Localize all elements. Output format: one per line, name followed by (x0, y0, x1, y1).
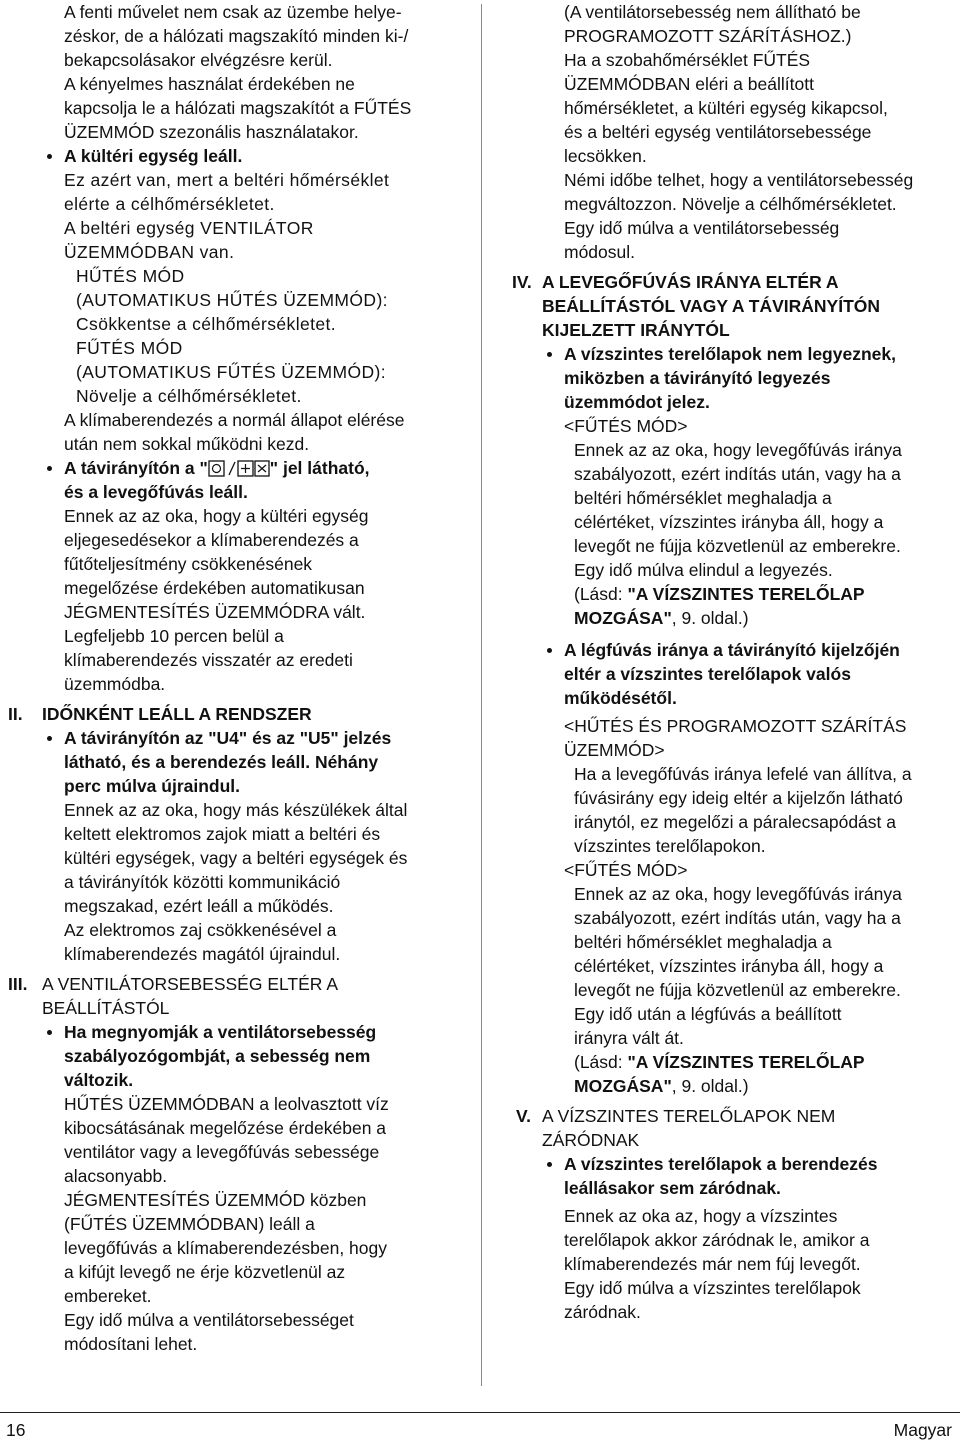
text-line: Legfeljebb 10 percen belül a (64, 626, 284, 646)
text-line: Ennek az az oka, hogy levegőfúvás iránya (574, 884, 902, 904)
reference-line (574, 1050, 952, 1074)
text-line: alacsonyabb. (64, 1166, 168, 1186)
text-line: hőmérsékletet, a kültéri egység kikapcsol, (564, 98, 888, 118)
text-line: kibocsátásának megelőzése érdekében a (64, 1118, 387, 1138)
bullet-text: " jel látható, (269, 458, 370, 478)
bullet-heading-cont: szabályozógombját, a sebesség nem (64, 1046, 371, 1066)
bullet-heading-cont: miközben a távirányító legyezés (564, 368, 831, 388)
text-line: megszakad, ezért leáll a működés. (64, 896, 334, 916)
text-line: klímaberendezés már nem fúj levegőt. (564, 1254, 861, 1274)
bullet-text: A távirányítón a " (64, 458, 208, 478)
bullet-heading-cont: leállásakor sem záródnak. (564, 1178, 781, 1198)
ref-title: "A VÍZSZINTES TERELŐLAP (627, 1052, 865, 1072)
text-line: beltéri hőmérséklet meghaladja a (574, 932, 832, 952)
section-heading: IDŐNKÉNT LEÁLL A RENDSZER (42, 704, 312, 724)
section-ii (8, 702, 466, 726)
text-line: levegőt ne fújja közvetlenül az emberekre. (574, 980, 901, 1000)
intro-paragraph (64, 0, 466, 144)
text-line: a távirányítók közötti kommunikáció (64, 872, 341, 892)
bullet-heading: A távirányítón az "U4" és az "U5" jelzés (64, 726, 466, 750)
bullet-heading: A vízszintes terelőlapok nem legyeznek, (564, 342, 952, 366)
text-line: ÜZEMMÓD szezonális használatakor. (64, 122, 359, 142)
ref-text: , 9. oldal.) (671, 1076, 749, 1096)
mode-explanation (564, 438, 952, 630)
section-iv-body (512, 342, 952, 1098)
text-line: módosítani lehet. (64, 1334, 198, 1354)
bullet-heading: A vízszintes terelőlapok a berendezés (564, 1152, 952, 1176)
reference-line (574, 1074, 952, 1098)
section-v (512, 1104, 952, 1152)
ref-title: MOZGÁSA" (574, 608, 672, 628)
section-heading: KIJELZETT IRÁNYTÓL (542, 320, 730, 340)
text-line: Némi időbe telhet, hogy a ventilátorsebesség (564, 170, 914, 190)
defrost-fan-symbol-icon (208, 460, 270, 477)
text-line: (AUTOMATIKUS HŰTÉS ÜZEMMÓD): (76, 290, 388, 310)
section-heading: A LEVEGŐFÚVÁS IRÁNYA ELTÉR A (542, 272, 839, 292)
text-line: klímaberendezés visszatér az eredeti (64, 650, 353, 670)
text-line: megelőzése érdekében automatikusan (64, 578, 365, 598)
reference-line (574, 606, 952, 630)
text-line: A klímaberendezés a normál állapot elérése (64, 410, 405, 430)
text-line: megváltozzon. Növelje a célhőmérsékletet. (564, 194, 897, 214)
section-number: IV. (512, 272, 532, 292)
text-line: célértéket, vízszintes irányba áll, hogy a (574, 512, 884, 532)
text-line: keltett elektromos zajok miatt a beltéri és (64, 824, 381, 844)
text-line: szabályozott, ezért indítás után, vagy ha a (574, 908, 901, 928)
text-line: Ennek az oka az, hogy a vízszintes (564, 1206, 838, 1226)
mode-label: <FŰTÉS MÓD> (564, 860, 688, 880)
text-line: A beltéri egység VENTILÁTOR (64, 218, 314, 238)
text-line: Egy idő múlva elindul a legyezés. (574, 560, 833, 580)
ref-text: (Lásd: (574, 584, 628, 604)
text-line: levegőt ne fújja közvetlenül az emberekre. (574, 536, 901, 556)
mode-explanation (564, 762, 952, 858)
text-line: Ennek az az oka, hogy levegőfúvás iránya (574, 440, 902, 460)
section-heading: A VENTILÁTORSEBESSÉG ELTÉR A (42, 974, 338, 994)
text-line: JÉGMENTESÍTÉS ÜZEMMÓD közben (64, 1190, 367, 1210)
text-line: eljegesedésekor a klímaberendezés a (64, 530, 359, 550)
fan-speed-paragraph (512, 0, 952, 264)
section-heading: A VÍZSZINTES TERELŐLAPOK NEM (542, 1106, 836, 1126)
text-line: bekapcsolásakor elvégzésre kerül. (64, 50, 333, 70)
text-line: után nem sokkal működni kezd. (64, 434, 310, 454)
left-column (8, 0, 466, 1356)
text-line: elérte a célhőmérsékletet. (64, 194, 275, 214)
reference-line (574, 582, 952, 606)
bullet-heading (64, 456, 466, 480)
ref-text: , 9. oldal.) (671, 608, 749, 628)
text-line: záródnak. (564, 1302, 641, 1322)
text-line: zéskor, de a hálózati magszakító minden ki-/ (64, 26, 409, 46)
bullet-heading-cont: üzemmódot jelez. (564, 392, 710, 412)
column-divider (481, 4, 482, 1386)
text-line: levegőfúvás a klímaberendezésben, hogy (64, 1238, 387, 1258)
text-line: (AUTOMATIKUS FŰTÉS ÜZEMMÓD): (76, 362, 386, 382)
right-column (512, 0, 952, 1324)
text-line: Ha a szobahőmérséklet FŰTÉS (564, 50, 811, 70)
section-iv (512, 270, 952, 342)
text-line: lecsökken. (564, 146, 647, 166)
section-heading: ZÁRÓDNAK (542, 1130, 640, 1150)
mode-explanation (564, 882, 952, 1098)
mode-label: <HŰTÉS ÉS PROGRAMOZOTT SZÁRÍTÁS (564, 716, 907, 736)
footer-rule (0, 1412, 960, 1413)
footer-language: Magyar (893, 1420, 952, 1440)
bullet-heading: Ha megnyomják a ventilátorsebesség (64, 1020, 466, 1044)
text-line: Egy idő múlva a ventilátorsebességet (64, 1310, 354, 1330)
bullet-heading-cont: és a levegőfúvás leáll. (64, 482, 248, 502)
text-line: ÜZEMMÓDBAN eléri a beállított (564, 74, 814, 94)
text-line: A fenti művelet nem csak az üzembe helye- (64, 2, 402, 22)
text-line: Egy idő múlva a vízszintes terelőlapok (564, 1278, 861, 1298)
text-line: FŰTÉS MÓD (76, 338, 183, 358)
text-line: fúvásirány egy ideig eltér a kijelzőn látható (574, 788, 903, 808)
text-line: iránytól, ez megelőzi a páralecsapódást a (574, 812, 896, 832)
ref-title: MOZGÁSA" (574, 1076, 672, 1096)
bullet-heading-cont: működésétől. (564, 688, 677, 708)
text-line: JÉGMENTESÍTÉS ÜZEMMÓDRA vált. (64, 602, 366, 622)
mode-hints (64, 264, 466, 408)
text-line: vízszintes terelőlapokon. (574, 836, 766, 856)
text-line: kültéri egységek, vagy a beltéri egységek és (64, 848, 408, 868)
text-line: üzemmódba. (64, 674, 166, 694)
text-line: HŰTÉS MÓD (76, 266, 185, 286)
section-number: V. (516, 1106, 531, 1126)
mode-label: ÜZEMMÓD> (564, 740, 665, 760)
text-line: célértéket, vízszintes irányba áll, hogy a (574, 956, 884, 976)
text-line: Az elektromos zaj csökkenésével a (64, 920, 337, 940)
text-line: Ennek az az oka, hogy más készülékek által (64, 800, 408, 820)
bullet-heading: A légfúvás iránya a távirányító kijelzőjén (564, 638, 952, 662)
section-number: II. (8, 704, 23, 724)
text-line: Csökkentse a célhőmérsékletet. (76, 314, 337, 334)
text-line: ventilátor vagy a levegőfúvás sebessége (64, 1142, 380, 1162)
text-line: Egy idő múlva a ventilátorsebesség (564, 218, 840, 238)
text-line: Növelje a célhőmérsékletet. (76, 386, 302, 406)
text-line: fűtőteljesítmény csökkenésének (64, 554, 313, 574)
text-line: Egy idő után a légfúvás a beállított (574, 1004, 842, 1024)
text-line: és a beltéri egység ventilátorsebessége (564, 122, 872, 142)
text-line: (A ventilátorsebesség nem állítható be (564, 2, 861, 22)
bullet-heading-cont: változik. (64, 1070, 134, 1090)
text-line: módosul. (564, 242, 636, 262)
bullet-heading-cont: perc múlva újraindul. (64, 776, 241, 796)
text-line: kapcsolja le a hálózati magszakítót a FŰTÉS (64, 98, 412, 118)
text-line: (FŰTÉS ÜZEMMÓDBAN) leáll a (64, 1214, 315, 1234)
text-line: HŰTÉS ÜZEMMÓDBAN a leolvasztott víz (64, 1094, 389, 1114)
text-line: klímaberendezés magától újraindul. (64, 944, 341, 964)
section-heading: BEÁLLÍTÁSTÓL VAGY A TÁVIRÁNYÍTÓN (542, 296, 881, 316)
text-line: szabályozott, ezért indítás után, vagy ha a (574, 464, 901, 484)
section-number: III. (8, 974, 28, 994)
text-line: A kényelmes használat érdekében ne (64, 74, 355, 94)
bullet-heading-cont: látható, és a berendezés leáll. Néhány (64, 752, 379, 772)
ref-text: (Lásd: (574, 1052, 628, 1072)
text-line: Ez azért van, mert a beltéri hőmérséklet (64, 170, 390, 190)
bullet-heading-cont: eltér a vízszintes terelőlapok valós (564, 664, 851, 684)
text-line: PROGRAMOZOTT SZÁRÍTÁSHOZ.) (564, 26, 852, 46)
text-line: a kifújt levegő ne érje közvetlenül az (64, 1262, 346, 1282)
text-line: beltéri hőmérséklet meghaladja a (574, 488, 832, 508)
text-line: irányra vált át. (574, 1028, 684, 1048)
section-heading: BEÁLLÍTÁSTÓL (42, 998, 170, 1018)
text-line: ÜZEMMÓDBAN van. (64, 242, 235, 262)
bullet-heading: A kültéri egység leáll. (64, 144, 466, 168)
ref-title: "A VÍZSZINTES TERELŐLAP (627, 584, 865, 604)
text-line: terelőlapok akkor záródnak le, amikor a (564, 1230, 870, 1250)
text-line: embereket. (64, 1286, 152, 1306)
text-line: Ha a levegőfúvás iránya lefelé van állítva, a (574, 764, 912, 784)
section-iii (8, 972, 466, 1020)
page-number: 16 (6, 1420, 26, 1440)
mode-label: <FŰTÉS MÓD> (564, 416, 688, 436)
text-line: Ennek az az oka, hogy a kültéri egység (64, 506, 369, 526)
section-v-body (512, 1152, 952, 1324)
